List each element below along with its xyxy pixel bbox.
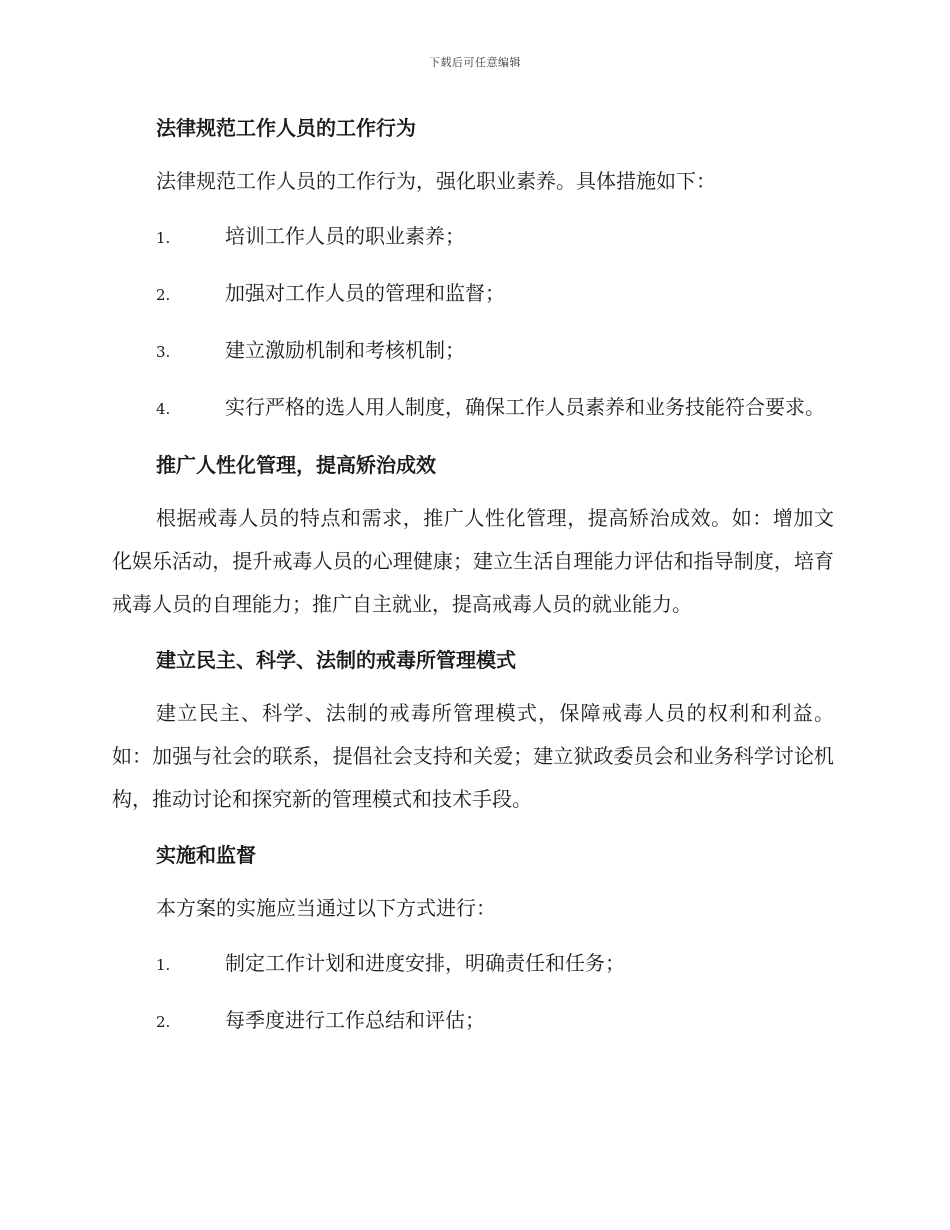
list-item — [112, 272, 834, 317]
list-text: 制定工作计划和进度安排，明确责任和任务； — [225, 951, 625, 975]
list-number: 2. — [156, 286, 171, 304]
list-text: 实行严格的选人用人制度，确保工作人员素养和业务技能符合要求。 — [225, 395, 825, 419]
document-body — [112, 108, 834, 1044]
section-heading: 实施和监督 — [156, 843, 256, 867]
list-number: 4. — [156, 400, 171, 418]
list-number: 1. — [156, 956, 171, 974]
list-item — [112, 999, 834, 1044]
list-item — [112, 942, 834, 987]
list-item — [112, 329, 834, 374]
list-item — [112, 215, 834, 260]
section-heading: 建立民主、科学、法制的戒毒所管理模式 — [156, 648, 516, 672]
section-intro: 本方案的实施应当通过以下方式进行： — [156, 896, 496, 920]
list-item — [112, 386, 834, 431]
list-number: 1. — [156, 229, 171, 247]
section-heading: 法律规范工作人员的工作行为 — [156, 116, 416, 140]
section-intro: 法律规范工作人员的工作行为，强化职业素养。具体措施如下： — [156, 169, 716, 193]
list-text: 培训工作人员的职业素养； — [225, 224, 465, 248]
section-body: 建立民主、科学、法制的戒毒所管理模式，保障戒毒人员的权利和利益。如：加强与社会的联系，提倡社会支持和关爱；建立狱政委员会和业务科学讨论机构，推动讨论和探究新的管理模式和技术手段。 — [112, 701, 834, 811]
section-body: 根据戒毒人员的特点和需求，推广人性化管理，提高矫治成效。如：增加文化娱乐活动，提升戒毒人员的心理健康；建立生活自理能力评估和指导制度，培育戒毒人员的自理能力；推广自主就业，提高戒毒人员的就业能力。 — [112, 506, 834, 616]
list-text: 建立激励机制和考核机制； — [225, 338, 465, 362]
list-text: 加强对工作人员的管理和监督； — [225, 281, 505, 305]
list-number: 2. — [156, 1013, 171, 1031]
section-heading: 推广人性化管理，提高矫治成效 — [156, 453, 436, 477]
list-number: 3. — [156, 343, 171, 361]
list-text: 每季度进行工作总结和评估； — [225, 1008, 485, 1032]
header-note: 下载后可任意编辑 — [429, 56, 521, 69]
